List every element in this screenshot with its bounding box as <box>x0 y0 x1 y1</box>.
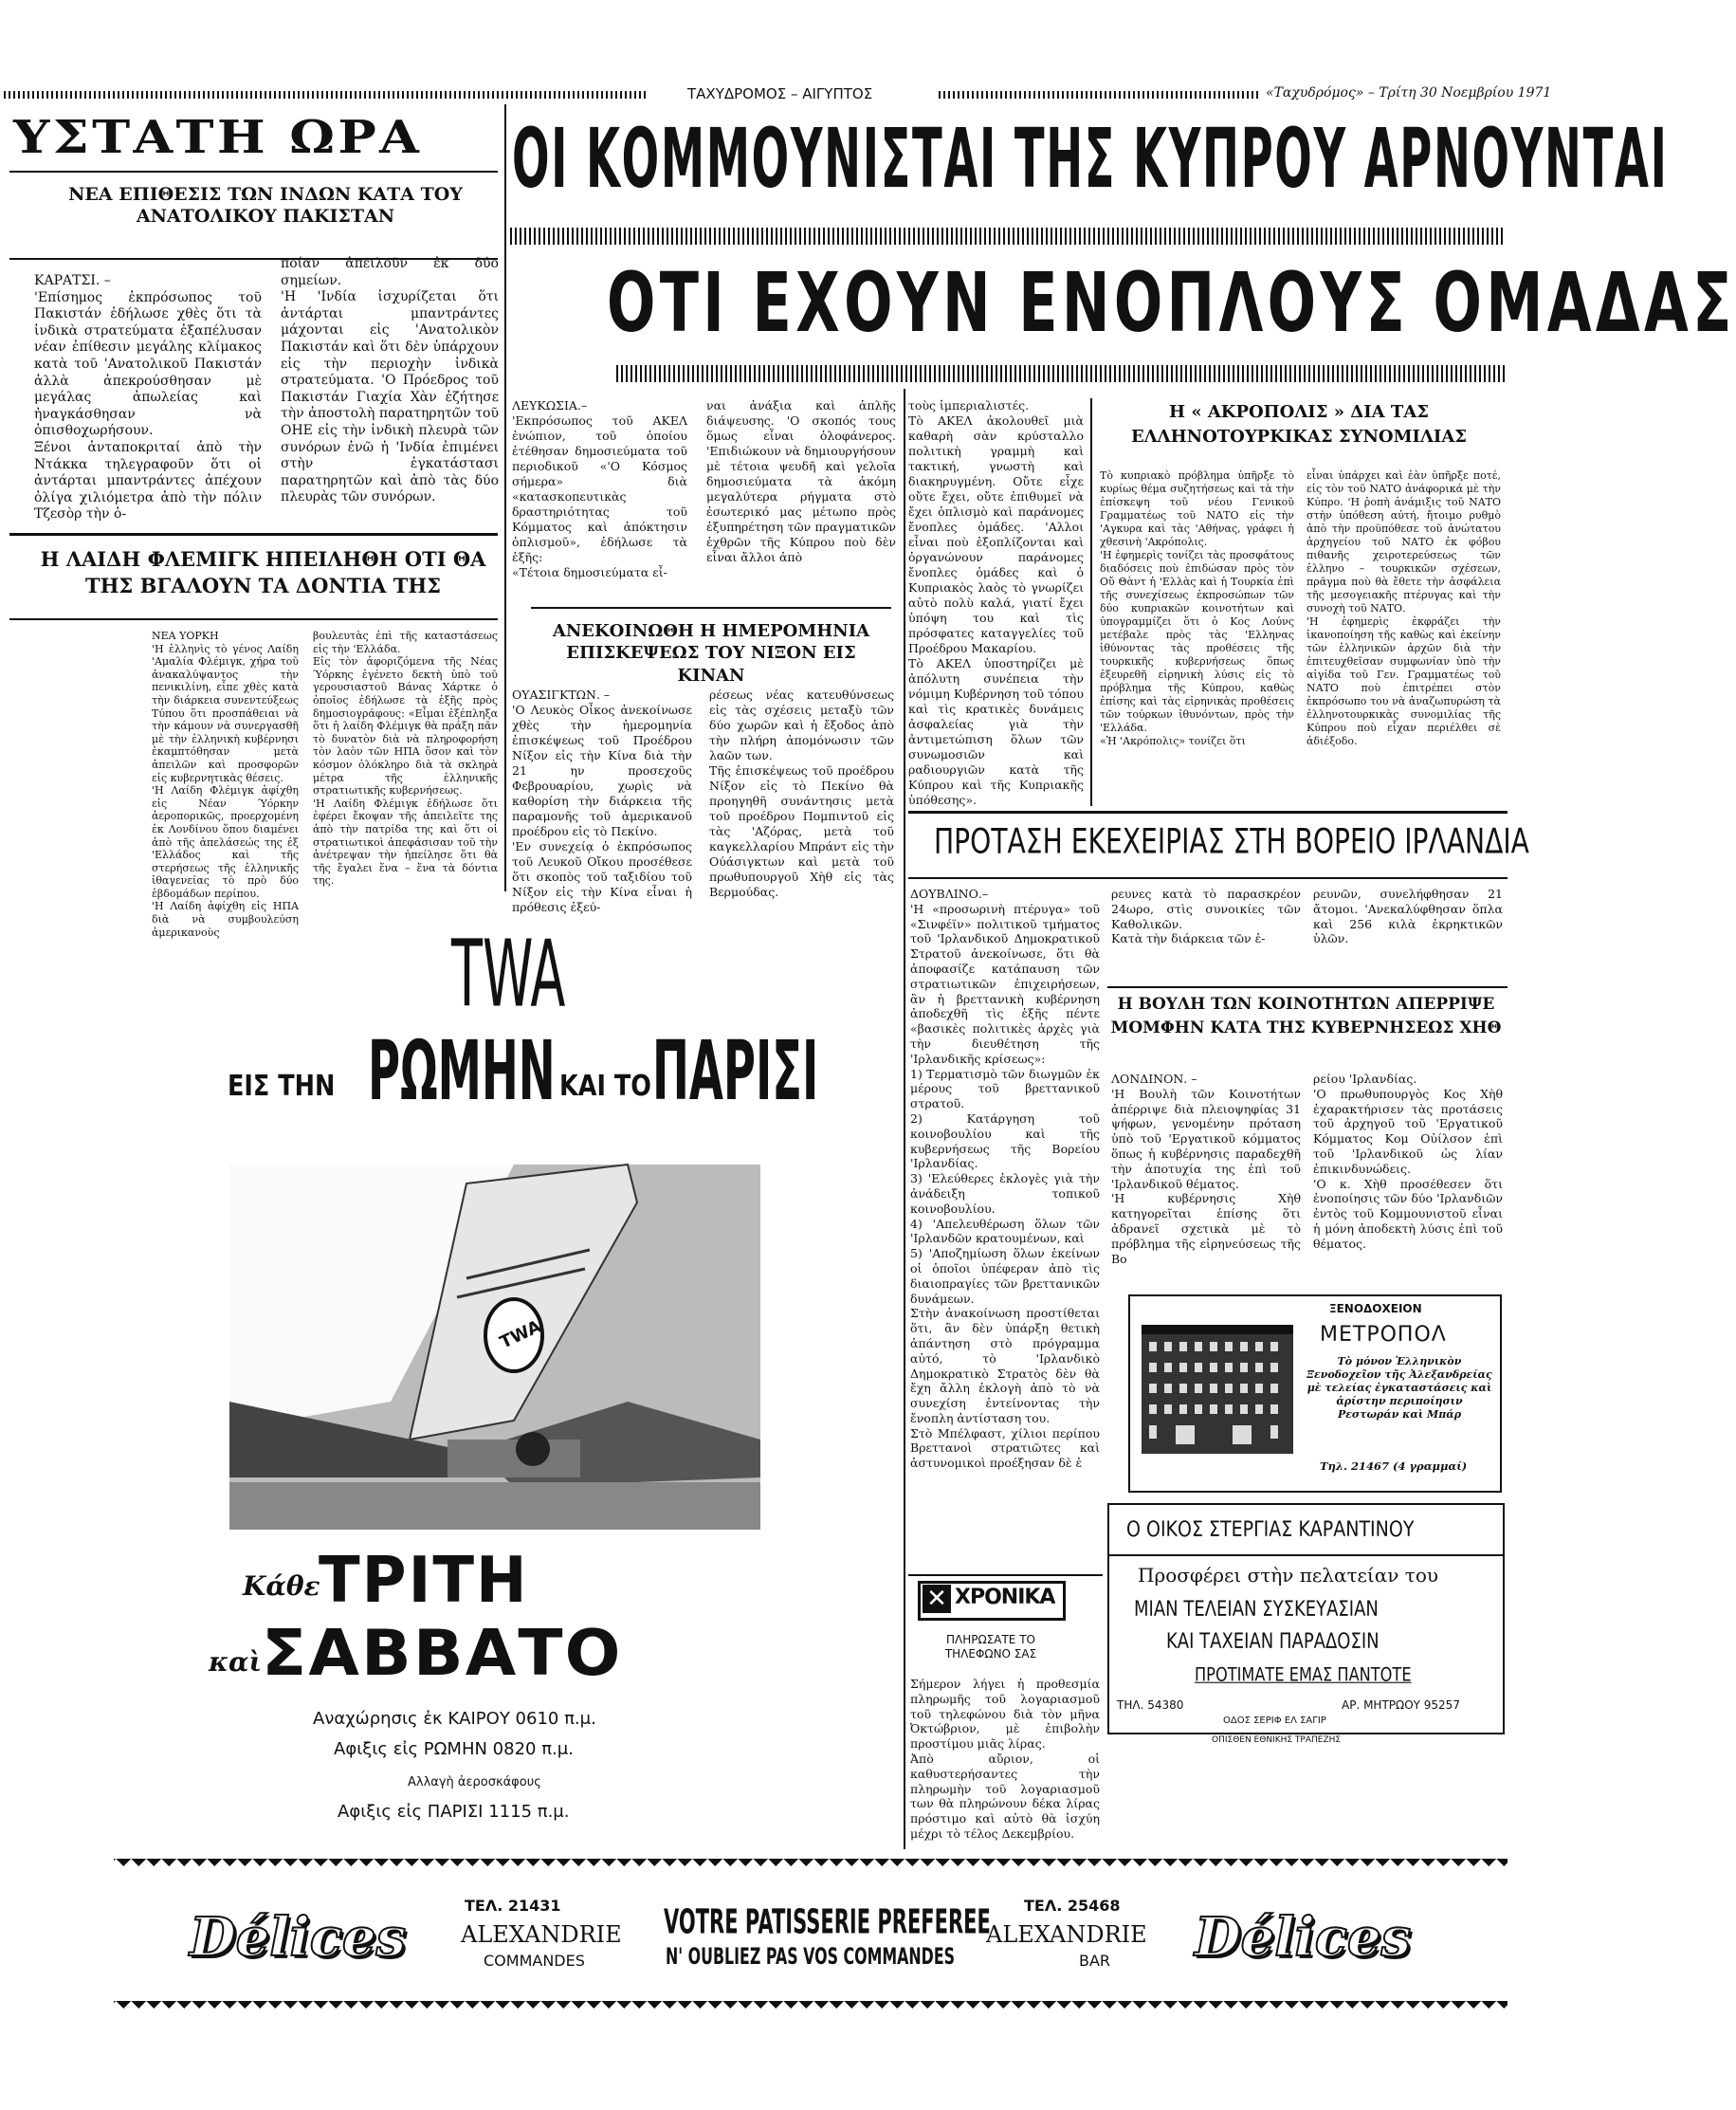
stergias-line4: ΠΡΟΤΙΜΑΤΕ ΕΜΑΣ ΠΑΝΤΟΤΕ <box>1195 1664 1412 1687</box>
twa-departure: Αναχώρησις ἐκ ΚΑΙΡΟΥ 0610 π.μ. <box>313 1709 596 1729</box>
hotel-phone: Τηλ. 21467 (4 γραμμαί) <box>1320 1459 1468 1473</box>
delices-slogan2: N' OUBLIEZ PAS VOS COMMANDES <box>666 1944 956 1971</box>
rule <box>531 607 891 609</box>
rule <box>9 533 498 536</box>
masthead-left: ΤΑΧΥΔΡΟΜΟΣ – ΑΙΓΥΠΤΟΣ <box>687 85 873 102</box>
nixon-col2: ρέσεως νέας κατευθύνσεως εἰς τὰς σχέσεις μεταξὺ τῶν δύο χωρῶν καὶ ἡ ἔξοδος ἀπὸ τὴν πλήρη ἀπομόνωσιν τῶν λαῶν των. Τῆς ἐπισκέψεως τοῦ προέδρου Νίξον εἰς τὸ Πεκίνο θὰ προηγηθῆ συνάντησις μετὰ τοῦ προέδρου Πομπιντοῦ εἰς τὰς 'Αζόρας, μετὰ τοῦ καγκελλαρίου Μπράντ εἰς τὴν Ούάσιγκτων καὶ μετὰ τοῦ πρωθυπουργοῦ Χὴθ εἰς τὰς Βερμούδας. <box>709 688 894 899</box>
stergias-near: ΟΠΙΣΘΕΝ ΕΘΝΙΚΗΣ ΤΡΑΠΕΖΗΣ <box>1212 1735 1342 1745</box>
delices-tel1: ΤΕΛ. 21431 <box>465 1897 561 1915</box>
stergias-tel: ΤΗΛ. 54380 <box>1117 1698 1184 1712</box>
delices-logo-left: Délices <box>190 1906 406 1969</box>
stergias-ad <box>1107 1503 1505 1734</box>
xronika-title: ΧΡΟΝΙΚΑ <box>955 1586 1055 1609</box>
cyprus-col1: ΛΕΥΚΩΣΙΑ.– 'Εκπρόσωπος τοῦ ΑΚΕΛ ἐνώπιον, τοῦ ὁποίου ἐτέθησαν δημοσιεύματα τοῦ περιοδικοῦ «'Ο Κόσμος σήμερα» διὰ «κατασκοπευτικὰς δραστηριότητας τοῦ Κόμματος καὶ ἀπόκτησιν ὁπλισμοῦ», ἐδήλωσε τὰ ἑξῆς: «Τέτοια δημοσιεύματα εἶ- <box>512 398 687 579</box>
stergias-street: ΟΔΟΣ ΣΕΡΙΦ ΕΛ ΣΑΓΙΡ <box>1223 1716 1326 1726</box>
delices-city2: ALEXANDRIE <box>986 1921 1147 1948</box>
rule <box>908 1574 1103 1576</box>
rule <box>908 811 1508 814</box>
twa-brand: TWA <box>451 920 566 1028</box>
nixon-col1: ΟΥΑΣΙΓΚΤΩΝ. – 'Ο Λευκὸς Οἶκος ἀνεκοίνωσε χθὲς τὴν ἡμερομηνία ἐπισκέψεως τοῦ Προέδρου Νίξον εἰς τὴν Κίνα διὰ τὴν 21 ην προσεχοῦς Φεβρουαρίου, χωρὶς νὰ καθορίση τὴν διάρκεια τῆς παραμονῆς τοῦ ἀμερικανοῦ προέδρου εἰς τὸ Πεκίνο. 'Εν συνεχείᾳ ὁ ἐκπρόσωπος τοῦ Λευκοῦ Οἴκου προσέθεσε ὅτι σκοπὸς τοῦ ταξιδίου τοῦ Νίξον εἰς τὴν Κίνα εἶναι ἡ πρόθεσις ἐξεύ- <box>512 688 692 914</box>
twa-tail-logo: TWA <box>497 1316 545 1353</box>
twa-line1-paris: ΠΑΡΙΣΙ <box>652 1022 819 1120</box>
acropolis-col1: Τὸ κυπριακὸ πρόβλημα ὑπῆρξε τὸ κυρίως θέμα συζητήσεως καὶ τὰ τὴν ἐπίσκεψη τοῦ νέου Γενικοῦ Γραμματέως τοῦ ΝΑΤΟ εἰς τὴν 'Αγκυρα καὶ τὰς 'Αθήνας, γράφει ἡ χθεσινὴ 'Ακρόπολις. 'Η ἐφημερὶς τονίζει τὰς προσφάτους διαδόσεις ποὺ ἐπιδώσαν πρὸς τὸν Οὔ Θὰντ ἡ 'Ελλὰς καὶ ἡ Τουρκία ἐπὶ τῆς συνεχίσεως ἐκπροσώπων τῶν δύο κυπριακῶν κοινοτήτων καὶ ὑπογραμμίζει ὅτι ὁ Κος Λούνς μετέβαλε πρὸς τὰς 'Ελληνας ἰθύνοντας τὰς προθέσεις τῆς τουρκικῆς κυβερνήσεως ὅπως ἐξευρεθῆ εἰρηνικὴ λύσις εἰς τὸ πρόβλημα τῆς Κύπρου, καθὼς ἐπίσης καὶ τὰς εἰρηνικὰς προθέσεις τῶν τούρκων ἰθυνόντων, πρὸς τὴν 'Ελλάδα. «Ἡ 'Ακρόπολις» τονίζει ὅτι <box>1100 469 1294 747</box>
lady-col1: ΝΕΑ ΥΟΡΚΗ 'Η ἑλληνὶς τὸ γένος Λαίδη 'Αμαλία Φλέμιγκ, χήρα τοῦ ἀνακαλύψαντος τὴν πενικιλίνη, εἶπε χθὲς κατὰ τὴν διάρκεια συνεντεύξεως Τύπου ὅτι προσπάθειαι νὰ τὴν κάμουν νὰ συνεργασθῆ μὲ τὴν ἑλληνικὴ κυβέρνησι ἐκαμπτόθησαν μετὰ ἀπειλῶν καὶ προσφορῶν εἰς κυβερνητικὰς θέσεις. 'Η Λαίδη Φλέμιγκ ἀφίχθη εἰς Νέαν Ύόρκην ἀεροπορικῶς, προερχομένη ἐκ Λονδίνου ὅπου διαμένει ἀπὸ τῆς ἀπελάσεώς της ἐξ 'Ελλάδος καὶ τῆς στερήσεως τῆς ἑλληνικῆς ἰθαγενείας τὸ πρὸ δύο ἑβδομάδων περίπου. 'Η Λαίδη ἀφίχθη εἰς ΗΠΑ διὰ νὰ συμβουλεύση ἀμερικανοὺς <box>152 630 299 939</box>
headline-rule <box>616 365 1508 382</box>
banner-border-bottom <box>114 2001 1508 2016</box>
twa-airplane-photo <box>229 1165 760 1530</box>
xronika-logo <box>918 1581 1066 1621</box>
acropolis-col2: εἶναι ὑπάρχει καὶ ἐὰν ὑπῆρξε ποτέ, εἰς τὸν τοῦ ΝΑΤΟ ἀνάφορικά μὲ τὴν Κύπρο. 'Η ῥοπὴ ἀνάμιξις τοῦ ΝΑΤΟ στὴν ὑπόθεση αὐτή, ἤτοιμο ρυθμὸ ἀπὸ τὴν προϋπόθεσε τοῦ ἀνώτατου ἀρχηγείου τοῦ ΝΑΤΟ ἐκ φόβου πιθανῆς χειροτερεύσεως τῶν ἑλληνο – τουρκικῶν σχέσεων, πρᾶγμα ποὺ θὰ ἔθετε τὴν ἀσφάλεια τῆς μεσογειακῆς πτέρυγας καὶ τὴν συνοχὴ τοῦ ΝΑΤΟ. 'Η ἐφημερὶς ἐκφράζει τὴν ἱκανοποίηση τῆς καθὼς καὶ ἐκείνην τῶν ἑλληνικῶν ἀρχῶν διὰ τὴν ἐπιτευχθεῖσαν συμφωνίαν ὑπὸ τὴν αἰγίδα τοῦ Γεν. Γραμματέως τοῦ ΝΑΤΟ ποὺ ἐπιτρέπει στὸν ἐκπρόσωπο του νὰ ἀναζωπυρώση τὰ ἐλληνοτουρκικὰς συνομιλίας τῆς Κύπρου ποὺ εἶχαν περιέλθει σὲ ἀδιέξοδο. <box>1307 469 1501 747</box>
rule <box>1107 986 1508 988</box>
headline-rule <box>510 228 1506 245</box>
ireland-headline: ΠΡΟΤΑΣΗ ΕΚΕΧΕΙΡΙΑΣ ΣΤΗ ΒΟΡΕΙΟ ΙΡΛΑΝΔΙΑ <box>934 820 1529 862</box>
stergias-line1: Προσφέρει στὴν πελατείαν του <box>1138 1564 1439 1587</box>
rule <box>9 618 498 620</box>
twa-kathe: Κάθε <box>243 1570 320 1602</box>
twa-kai: καὶ <box>209 1646 263 1678</box>
delices-sub1: COMMANDES <box>484 1952 585 1970</box>
stergias-address: ΑΡ. ΜΗΤΡΩΟΥ 95257 <box>1342 1698 1460 1712</box>
hotel-text: Τὸ μόνον Ἑλληνικὸν Ξενοδοχεῖον τῆς Ἀλεξανδρείας μὲ τελείας ἐγκαταστάσεις καὶ ἀρίστην περιποίησιν Ρεστωράν καὶ Μπάρ <box>1307 1355 1492 1421</box>
commons-headline: Η ΒΟΥΛΗ ΤΩΝ ΚΟΙΝΟΤΗΤΩΝ ΑΠΕΡΡΙΨΕ ΜΟΜΦΗΝ ΚΑΤΑ ΤΗΣ ΚΥΒΕΡΝΗΣΕΩΣ ΧΗΘ <box>1110 995 1502 1037</box>
twa-arrival-rome: Αφιξις εἰς ΡΩΜΗΝ 0820 π.μ. <box>334 1739 574 1759</box>
delices-tel2: ΤΕΛ. 25468 <box>1024 1897 1121 1915</box>
delices-city1: ALEXANDRIE <box>461 1921 622 1948</box>
rule <box>9 171 498 173</box>
commons-col2: ρείου 'Ιρλανδίας. 'Ο πρωθυπουργὸς Κος Χὴθ ἐχαρακτήρισεν τὰς προτάσεις τοῦ ἀρχηγοῦ τοῦ 'Εργατικοῦ Κόμματος Κομ Οὐίλσον ἐπὶ τοῦ 'Ιρλανδικοῦ ὡς λίαν ἐπικινδυνώδεις. 'Ο κ. Χὴθ προσέθεσεν ὅτι ἑνοποίησις τῶν δύο 'Ιρλανδιῶν ἐντὸς τοῦ Κομμουνιστοῦ εἶναι ἡ μόνη ἀποδεκτὴ λύσις ἐπὶ τοῦ θέματος. <box>1313 1072 1503 1251</box>
lady-col2: βουλευτὰς ἐπὶ τῆς καταστάσεως εἰς τὴν 'Ελλάδα. Εἰς τὸν ἀφοριζόμενα τῆς Νέας Ύόρκης ἐγένετο δεκτὴ ὑπὸ τοῦ γερουσιαστοῦ Βάνας Χάρτκε ὁ ὁποῖος ἐδήλωσε τὰ ἑξῆς πρὸς δημοσιογράφους: «Εἶμαι ἐξέπληξα ὅτι ἡ λαίδη Φλέμιγκ θὰ πράξη πᾶν τὸ δυνατὸν διὰ νὰ πληροφορήση τὸν λαὸν τῶν ΗΠΑ ὅσον καὶ τὸν κόσμον ὁλόκληρο διὰ τὰ σκληρὰ μέτρα τῆς ἑλληνικῆς στρατιωτικῆς κυβερνήσεως. 'Η Λαίδη Φλέμιγκ ἐδήλωσε ὅτι ἐφέρει ἔκοψαν τῆς ἀπειλεῖτε της ἀπὸ τὴν πατρίδα της καὶ ὅτι οἱ στρατιωτικοὶ ἀπεφάσισαν τοῦ τὴν ἀνέτρεψαν τὴν ἠπείλησε ὅτι θὰ τῆς ἔγαλει ἕνα – ἕνα τὰ δόντια της. <box>313 630 498 888</box>
cyprus-headline-1: ΟΙ ΚΟΜΜΟΥΝΙΣΤΑΙ ΤΗΣ ΚΥΠΡΟΥ ΑΡΝΟΥΝΤΑΙ <box>512 112 1669 208</box>
rule <box>1109 1554 1503 1556</box>
ireland-col3: ρευνῶν, συνελήφθησαν 21 ἄτομοι. 'Ανεκαλύφθησαν ὅπλα καὶ 256 κιλὰ ἐκρηκτικῶν ὑλῶν. <box>1313 887 1503 946</box>
twa-day2: ΣΑΒΒΑΤΟ <box>262 1617 623 1691</box>
xronika-text: Σήμερον λήγει ἡ προθεσμία πληρωμῆς τοῦ λογαριασμοῦ τοῦ τηλεφώνου διὰ τὸν μῆνα Ὀκτώβριον, μὲ ἐπιβολὴν προστίμου μιᾶς λίρας. Ἀπὸ αὔριον, οἱ καθυστερήσαντες τὴν πληρωμὴν τοῦ λογαριασμοῦ των θὰ πληρώνουν δέκα λίρας πρόστιμο καὶ αὐτὸ θὰ ἰσχύη μέχρι τὸ τέλος Δεκεμβρίου. <box>910 1677 1100 1841</box>
xronika-sub: ΠΛΗΡΩΣΑΤΕ ΤΟ ΤΗΛΕΦΩΝΟ ΣΑΣ <box>944 1633 1037 1660</box>
delices-logo-right: Délices <box>1195 1906 1411 1969</box>
masthead-rule-left <box>4 91 649 99</box>
commons-col1: ΛΟΝΔΙΝΟΝ. – 'Η Βουλὴ τῶν Κοινοτήτων ἀπέρριψε διὰ πλειοψηφίας 31 ψήφων, γενομένην πρόταση ὑπὸ τοῦ 'Εργατικοῦ κόμματος ὅπως ἡ κυβέρνησις παραδεχθῆ τὴν ἀποτυχία της ἐπὶ τοῦ 'Ιρλανδικοῦ θέματος. 'Η κυβέρνησις Χὴθ κατηγορεῖται ἐπίσης ὅτι ἀδρανεῖ σχετικὰ μὲ τὸ πρόβλημα τῆς εἰρηνεύσεως τῆς Βο <box>1111 1072 1301 1266</box>
masthead-rule-right <box>939 91 1261 99</box>
twa-line1-small2: ΚΑΙ ΤΟ <box>559 1070 651 1103</box>
stergias-title: Ο ΟΙΚΟΣ ΣΤΕΡΓΙΑΣ ΚΑΡΑΝΤΙΝΟΥ <box>1126 1516 1415 1542</box>
delices-sub2: BAR <box>1079 1952 1111 1970</box>
latest-headline: ΝΕΑ ΕΠΙΘΕΣΙΣ ΤΩΝ ΙΝΔΩΝ ΚΑΤΑ ΤΟΥ ΑΝΑΤΟΛΙΚΟΥ ΠΑΚΙΣΤΑΝ <box>68 184 463 227</box>
hotel-ad <box>1128 1294 1502 1493</box>
latest-col1: ΚΑΡΑΤΣΙ. – 'Επίσημος ἐκπρόσωπος τοῦ Πακιστάν ἐδήλωσε χθὲς ὅτι τὰ ἰνδικὰ στρατεύματα ἐξαπέλυσαν νέαν ἐπίθεσιν μεγάλης κλίμακος κατὰ τοῦ 'Ανατολικοῦ Πακιστάν ἀλλὰ ἀπεκρούσθησαν μὲ μεγάλας ἀπωλείας καὶ ἠναγκάσθησαν νὰ ὀπισθοχωρήσουν. Ξένοι ἀνταποκριταί ἀπὸ τὴν Ντάκκα τηλεγραφοῦν ὅτι οἱ ἀντάρται μπαντράντες ἀπέχουν ὀλίγα χιλιόμετρα ἀπὸ τὴν πόλιν Τζεσὸρ τὴν ὁ- <box>34 273 262 523</box>
xronika-x-icon: ✕ <box>923 1585 951 1613</box>
cyprus-col3: τοὺς ἰμπεριαλιστές. Τὸ ΑΚΕΛ ἀκολουθεῖ μιὰ καθαρὴ σὰν κρύσταλλο πολιτικὴ γραμμὴ καὶ τακτική, γνωστὴ καὶ διακηρυγμένη. Οὔτε εἶχε οὔτε ἔχει, οὔτε ἐπιθυμεῖ νὰ ἔχει ὁπλισμὸ καὶ παράνομες ἔνοπλες ὁμάδες. 'Αλλοι εἶναι ποὺ ἐξοπλίζονται καὶ ὀργανώνουν παράνομες ἔνοπλες ὁμάδες καὶ ὁ Κυπριακὸς λαὸς τὸ γνωρίζει αὐτὸ πολὺ καλά, γιατί ἔχει ὑπόψη του καὶ τὶς πρόσφατες καταγγελίες τοῦ Προέδρου Μακαρίου. Τὸ ΑΚΕΛ ὑποστηρίζει μὲ ἀπόλυτη συνέπεια τὴν νόμιμη Κυβέρνηση τοῦ τόπου καὶ τὶς κρατικὲς δυνάμεις ἀσφαλείας γιὰ τὴν ἀντιμετώπιση ὅλων τῶν συνωμοσιῶν καὶ ραδιουργιῶν κατὰ τῆς Κύπρου καὶ τῆς Κυπριακῆς ὑπόθεσης». <box>908 398 1084 807</box>
hotel-label: ΞΕΝΟΔΟΧΕΙΟΝ <box>1329 1302 1422 1315</box>
twa-line1-small1: ΕΙΣ ΤΗΝ <box>228 1070 336 1103</box>
hotel-building-image <box>1138 1315 1299 1458</box>
column-rule <box>904 389 905 1849</box>
stergias-line2: ΜΙΑΝ ΤΕΛΕΙΑΝ ΣΥΣΚΕΥΑΣΙΑΝ <box>1134 1596 1379 1622</box>
cyprus-headline-2: ΟΤΙ ΕΧΟΥΝ ΕΝΟΠΛΟΥΣ ΟΜΑΔΑΣ <box>607 256 1736 352</box>
twa-day1: ΤΡΙΤΗ <box>319 1544 529 1618</box>
latest-title: ΥΣΤΑΤΗ ΩΡΑ <box>13 111 423 164</box>
hotel-name: ΜΕΤΡΟΠΟΛ <box>1320 1323 1447 1347</box>
delices-slogan1: VOTRE PATISSERIE PREFEREE <box>664 1902 991 1942</box>
lady-headline: Η ΛΑΙΔΗ ΦΛΕΜΙΓΚ ΗΠΕΙΛΗΘΗ ΟΤΙ ΘΑ ΤΗΣ ΒΓΑΛΟΥΝ ΤΑ ΔΟΝΤΙΑ ΤΗΣ <box>40 547 486 598</box>
banner-border-top <box>114 1859 1508 1874</box>
twa-change: Αλλαγὴ ἀεροσκάφους <box>408 1775 541 1789</box>
masthead-right: «Ταχυδρόμος» – Τρίτη 30 Νοεμβρίου 1971 <box>1266 85 1552 101</box>
rule <box>908 877 1508 879</box>
twa-arrival-paris: Αφιξις εἰς ΠΑΡΙΣΙ 1115 π.μ. <box>338 1802 570 1822</box>
column-rule <box>1090 398 1092 806</box>
ireland-col1: ΔΟΥΒΛΙΝΟ.– 'Η «προσωρινὴ πτέρυγα» τοῦ «Σινφέϊν» πολιτικοῦ τμήματος τοῦ 'Ιρλανδικοῦ Δημοκρατικοῦ Στρατοῦ ἀνεκοίνωσε, ὅτι θὰ ἀποφασίζε κατάπαυση τῶν στρατιωτικῶν ἐπιχειρήσεων, ἂν ἡ βρεττανικὴ κυβέρνηση ἀποδεχθῆ τὶς ἑξῆς πέντε «βασικὲς πολιτικὲς ἀρχὲς γιὰ τὴν διευθέτηση τῆς 'Ιρλανδικῆς κρίσεως»: 1) Τερματισμὸ τῶν διωγμῶν ἐκ μέρους τοῦ βρεττανικοῦ στρατοῦ. 2) Κατάργηση τοῦ κοινοβουλίου καὶ τῆς κυβερνήσεως τῆς Βορείου 'Ιρλανδίας. 3) 'Ελεύθερες ἐκλογὲς γιὰ τὴν ἀνάδειξη τοπικοῦ κοινοβουλίου. 4) 'Απελευθέρωση ὅλων τῶν 'Ιρλανδῶν κρατουμένων, καὶ 5) 'Αποζημίωση ὅλων ἐκείνων οἱ ὁποῖοι ὑπέφεραν ἀπὸ τὶς διαιοπραγίες τῶν βρεττανικῶν δυνάμεων. Στὴν ἀνακοίνωση προστίθεται ὅτι, ἂν δὲν ὑπάρξη θετικὴ ἀπάντηση στὸ πρόγραμμα αὐτό, τὸ 'Ιρλανδικὸ Δημοκρατικὸ Στρατὸς δὲν θὰ ἔχη ἄλλη ἐκλογὴ ἀπὸ τὸ νὰ συνεχίση ἐντείνοντας τὴν ἔνοπλη ἀντίσταση του. Στὸ Μπέλφαστ, χίλιοι περίπου Βρεττανοὶ στρατιῶτες καὶ ἀστυνομικοὶ προέξησαν δὲ ἐ <box>910 887 1100 1471</box>
twa-line1-rome: ΡΩΜΗΝ <box>368 1022 556 1120</box>
ireland-col2: ρευνες κατὰ τὸ παρασκρέον 24ωρο, στὶς συνοικίες τῶν Καθολικῶν. Κατὰ τὴν διάρκεια τῶν ἐ- <box>1111 887 1301 946</box>
nixon-headline: ΑΝΕΚΟΙΝΩΘΗ Η ΗΜΕΡΟΜΗΝΙΑ ΕΠΙΣΚΕΨΕΩΣ ΤΟΥ ΝΙΞΟΝ ΕΙΣ ΚΙΝΑΝ <box>552 621 870 686</box>
cyprus-col2: ναι ἀνάξια καὶ ἁπλῆς διάψευσης. 'Ο σκοπός τους ὅμως εἶναι ὁλοφάνερος. 'Επιδιώκουν νὰ δημιουργήσουν μὲ τέτοια ψευδῆ καὶ γελοῖα δημοσιεύματα τὰ ἀκόμη μεγαλύτερα ρήγματα στὸ ἐσωτερικό μας μέτωπο πρὸς ἐξυπηρέτηση τῶν πραγματικῶν ἐχθρῶν τῆς Κύπρου ποὺ δὲν εἶναι ἄλλοι ἀπὸ <box>706 398 896 564</box>
stergias-line3: ΚΑΙ ΤΑΧΕΙΑΝ ΠΑΡΑΔΟΣΙΝ <box>1166 1628 1380 1654</box>
acropolis-headline: Η « ΑΚΡΟΠΟΛΙΣ » ΔΙΑ ΤΑΣ ΕΛΛΗΝΟΤΟΥΡΚΙΚΑΣ ΣΥΝΟΜΙΛΙΑΣ <box>1130 402 1468 448</box>
column-rule <box>504 104 506 891</box>
latest-col2: ποίαν ἀπειλοῦν ἐκ δύο σημείων. 'Η 'Ινδία ἰσχυρίζεται ὅτι ἀντάρται μπαντράντες μάχονται εἰς 'Ανατολικὸν Πακιστάν καὶ ὅτι δὲν ὑπάρχουν εἰς τὴν περιοχὴν ἰνδικὰ στρατεύματα. 'Ο Πρόεδρος τοῦ Πακιστάν Γιαχία Χὰν ἐζήτησε τὴν ἀποστολὴ παρατηρητῶν τοῦ ΟΗΕ εἰς τὴν ἰνδικὴ πλευρὰ τῶν συνόρων ἐνῶ ἡ 'Ινδία ἐπιμένει στὴν ἐγκατάστασι παρατηρητῶν καὶ ἀπὸ τὰς δύο πλευρὰς τῶν συνόρων. <box>281 256 499 505</box>
twa-ad <box>171 910 882 1849</box>
